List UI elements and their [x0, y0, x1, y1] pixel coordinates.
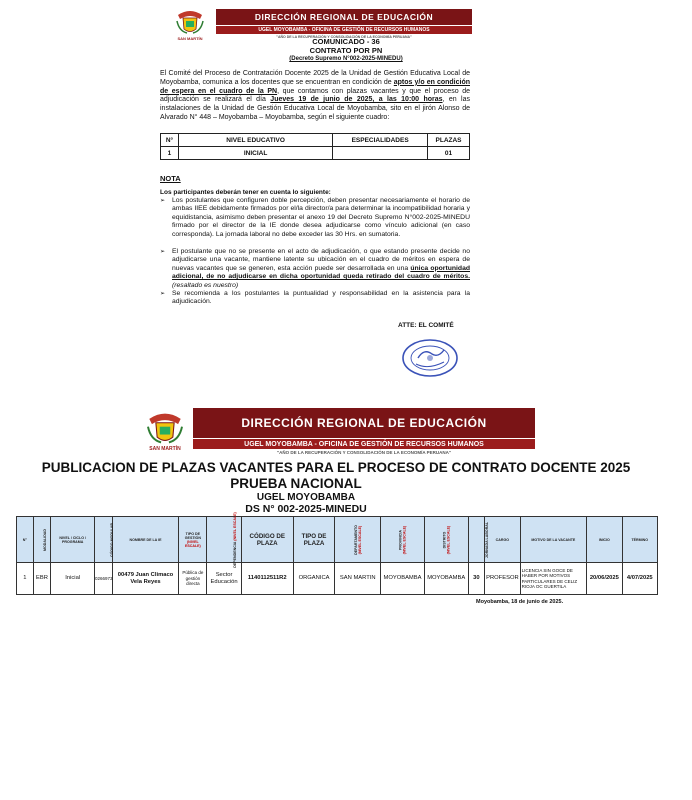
publication-subtitle: PRUEBA NACIONAL	[230, 476, 362, 491]
header-note: (NIVEL ESCALE)	[446, 525, 451, 554]
committee-seal-icon	[398, 336, 462, 378]
header-note: (NIVEL ESCALE)	[184, 539, 201, 548]
letterhead-motto: "AÑO DE LA RECUPERACIÓN Y CONSOLIDACIÓN DE LA ECONOMÍA PERUANA"	[276, 450, 452, 455]
header-cargo: CARGO	[485, 517, 520, 563]
paragraph-text: , que contamos con plazas vacantes y que el proceso de adjudicación se realizará el día	[160, 87, 470, 104]
letterhead-title: DIRECCIÓN REGIONAL DE EDUCACIÓN	[216, 9, 472, 25]
header-provincia	[381, 517, 425, 563]
header-note: (NIVEL ESCALE)	[402, 525, 407, 554]
cell-codigo-plaza: 1140112511R2	[241, 563, 293, 595]
note-item	[160, 248, 470, 290]
paragraph-text: , en las instalaciones de la Unidad de Gestión Educativa Local de Moyobamba, sito en el jirón Alonso de Alvarado N° 448 – Moyobamba – Moyobamba, según el siguiente cuadro:	[160, 96, 470, 121]
header-nombre-ie: NOMBRE DE LA IE	[112, 517, 179, 563]
header-tipo-plaza: TIPO DE PLAZA	[293, 517, 335, 563]
cell-jornada: 30	[468, 563, 485, 595]
publication-decree: DS N° 002-2025-MINEDU	[245, 503, 367, 515]
letterhead-motto: "AÑO DE LA RECUPERACIÓN Y CONSOLIDACIÓN DE LA ECONOMÍA PERUANA"	[276, 35, 412, 39]
header-n: N°	[17, 517, 34, 563]
header-label-text: DISTRITO	[442, 531, 447, 548]
vacancy-summary-table	[160, 133, 470, 160]
header-label: JORNADA LABORAL	[484, 521, 489, 558]
note-text: Se recomienda a los postulantes la puntualidad y responsabilidad en la asistencia para la adjudicación.	[172, 290, 470, 306]
cell-nombre-ie: 00479 Juan Climaco Vela Reyes	[112, 563, 179, 595]
publication-ugel: UGEL MOYOBAMBA	[256, 492, 356, 503]
cell-tipo-plaza: ORGANICA	[293, 563, 335, 595]
note-item	[160, 290, 470, 307]
cell-n: 1	[17, 563, 34, 595]
signature-line: ATTE: EL COMITÉ	[398, 322, 454, 329]
nota-intro: Los participantes deberán tener en cuenta lo siguiente:	[160, 189, 331, 196]
header-nivel: NIVEL / CICLO / PROGRAMA	[51, 517, 95, 563]
header-label: MODALIDAD	[42, 528, 47, 551]
header-termino: TÉRMINO	[622, 517, 657, 563]
header-label: CÓDIGO MODULAR	[110, 522, 115, 557]
header-codigo-modular	[95, 517, 113, 563]
cell-codigo-modular: 0266973	[95, 563, 113, 595]
table-cell	[333, 147, 428, 160]
cell-inicio: 20/06/2025	[587, 563, 622, 595]
letterhead-bottom	[140, 408, 535, 455]
note-remark: (resaltado es nuestro)	[172, 281, 239, 289]
header-codigo-plaza: CÓDIGO DE PLAZA	[241, 517, 293, 563]
note-text-part: El postulante que no se presente en el acto de adjudicación, o que estando presente decide no adjudicarse una vacante, mantiene latente su ubicación en el cuadro de méritos en espera de nuevas vacantes que se generen, esta acción puede ser desarrollada en una	[172, 248, 470, 272]
cell-distrito: MOYOBAMBA	[424, 563, 468, 595]
cell-nivel: Inicial	[51, 563, 95, 595]
header-label-text: PROVINCIA	[398, 529, 403, 550]
table-row	[17, 563, 658, 595]
arrow-bullet-icon: ➢	[160, 291, 166, 297]
header-label	[233, 512, 237, 568]
intro-paragraph	[160, 70, 470, 123]
header-cell: NIVEL EDUCATIVO	[178, 134, 332, 147]
coat-of-arms-icon	[145, 411, 185, 445]
paragraph-date: Jueves 19 de junio de 2025, a las 10:00 horas	[270, 96, 443, 104]
comunicado-subtitle: CONTRATO POR PN	[309, 46, 383, 55]
note-text	[172, 248, 470, 290]
header-note: (NIVEL ESCALE)	[357, 525, 362, 554]
comunicado-title: COMUNICADO - 36	[312, 37, 380, 46]
header-label	[442, 525, 450, 554]
header-inicio: INICIO	[587, 517, 622, 563]
header-cell: N°	[161, 134, 179, 147]
header-label	[354, 525, 362, 555]
cell-dependencia: Sector Educación	[207, 563, 241, 595]
cell-modalidad: EBR	[33, 563, 51, 595]
header-cell: ESPECIALIDADES	[333, 134, 428, 147]
header-label-text: DEPARTAMENTO	[353, 524, 358, 555]
table-header-row	[161, 134, 470, 147]
logo-caption: SAN MARTÍN	[149, 446, 181, 452]
coat-of-arms-icon	[175, 9, 205, 35]
cell-motivo: LICENCIA SIN GOCE DE HABER POR MOTIVOS PARTICULARES DE CELIZ RIOJA OC GUERTILA	[520, 563, 587, 595]
table-cell: INICIAL	[178, 147, 332, 160]
header-jornada	[468, 517, 489, 563]
header-cell: PLAZAS	[428, 134, 470, 147]
header-distrito	[424, 517, 468, 563]
publication-date: Moyobamba, 18 de junio de 2025.	[476, 599, 564, 605]
header-modalidad	[33, 517, 51, 563]
arrow-bullet-icon: ➢	[160, 249, 166, 255]
header-motivo: MOTIVO DE LA VACANTE	[520, 517, 587, 563]
letterhead-title: DIRECCIÓN REGIONAL DE EDUCACIÓN	[193, 408, 535, 438]
cell-provincia: MOYOBAMBA	[381, 563, 425, 595]
header-departamento	[335, 517, 381, 563]
paragraph-text: El Comité del Proceso de Contratación Docente 2025 de la Unidad de Gestión Educativa Local de Moyobamba, comunica a los docentes que se encuentran en condición de	[160, 70, 470, 86]
table-cell: 1	[161, 147, 179, 160]
cell-cargo: PROFESOR	[485, 563, 520, 595]
letterhead-subtitle: UGEL MOYOBAMBA - OFICINA DE GESTIÓN DE RECURSOS HUMANOS	[193, 439, 535, 449]
note-text: Los postulantes que configuren doble percepción, deben presentar necesariamente el horario de ambas IIEE debidamente firmados por el/la director/a para determinar la incompatibilidad horaria y equidistancia, asimismo deben presentar el anexo 19 del Decreto Supremo N°002-2025-MINEDU firmado por el director de la IE donde desea adjudicarse como vínculo adicional (en caso corresponda). La jornada laboral no debe exceder las 30 Hrs. en sumatoria.	[172, 197, 470, 238]
note-item	[160, 197, 470, 239]
header-label-text: DEPENDENCIA	[233, 541, 238, 568]
publication-title: PUBLICACION DE PLAZAS VACANTES PARA EL PROCESO DE CONTRATO DOCENTE 2025	[41, 460, 631, 475]
header-dependencia	[207, 511, 241, 568]
header-tipo-gestion	[179, 517, 207, 563]
cell-departamento: SAN MARTIN	[335, 563, 381, 595]
header-note: (NIVEL ESCALE)	[233, 511, 238, 541]
table-cell: 01	[428, 147, 470, 160]
table-row	[161, 147, 470, 160]
table-header-row	[17, 517, 658, 563]
nota-heading: NOTA	[160, 174, 181, 183]
header-label	[398, 525, 406, 554]
note-emphasis: única oportunidad adicional, de no adjudicarse en dicha oportunidad queda retirado del cuadro de méritos.	[172, 264, 470, 281]
decree-reference: (Decreto Supremo N°002-2025-MINEDU)	[289, 56, 403, 62]
logo-caption: SAN MARTÍN	[177, 36, 203, 41]
cell-tipo-gestion: Pública de gestión directa	[179, 563, 207, 595]
vacancies-table	[16, 511, 658, 595]
cell-termino: 4/07/2025	[622, 563, 657, 595]
header-label: TIPO DE GESTIÓN	[184, 531, 201, 540]
region-logo	[140, 408, 190, 455]
arrow-bullet-icon: ➢	[160, 198, 166, 204]
letterhead-subtitle: UGEL MOYOBAMBA - OFICINA DE GESTIÓN DE RECURSOS HUMANOS	[216, 26, 472, 34]
paragraph-emphasis: aptos y/o en condición de espera en el cuadro de la PN	[160, 78, 470, 95]
